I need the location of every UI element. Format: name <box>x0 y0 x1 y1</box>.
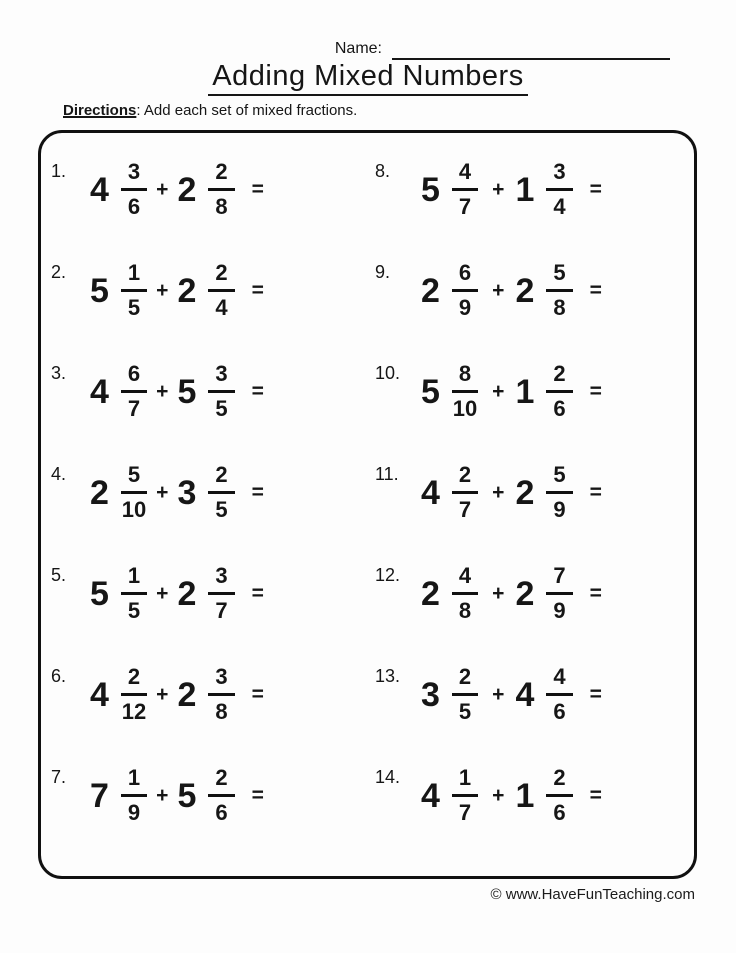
directions-text: : Add each set of mixed fractions. <box>136 102 358 119</box>
equals-sign: = <box>251 581 264 605</box>
fraction-2-denominator: 4 <box>215 295 228 321</box>
fraction-2-numerator: 2 <box>208 261 234 292</box>
plus-sign: + <box>492 480 505 504</box>
fraction-2 <box>208 766 234 825</box>
fraction-1-denominator: 5 <box>127 295 141 321</box>
name-label: Name: <box>334 40 382 57</box>
name-blank-line <box>392 41 670 60</box>
plus-sign: + <box>492 581 505 605</box>
equation <box>90 160 294 219</box>
page-title: Adding Mixed Numbers <box>208 60 527 96</box>
equals-sign: = <box>589 379 602 403</box>
fraction-2-numerator: 5 <box>546 463 572 494</box>
whole-number-1: 4 <box>90 372 109 411</box>
whole-number-2: 5 <box>177 372 197 411</box>
fraction-1-numerator: 6 <box>452 261 478 292</box>
equals-sign: = <box>589 278 602 302</box>
problem-row <box>375 564 694 665</box>
whole-number-2: 2 <box>515 473 535 512</box>
equation <box>90 766 294 825</box>
problem-number: 3. <box>51 363 67 383</box>
fraction-2-numerator: 3 <box>208 362 234 393</box>
whole-number-1: 5 <box>421 372 440 411</box>
problems-column-right <box>371 133 694 876</box>
fraction-1 <box>452 463 478 522</box>
fraction-1-denominator: 7 <box>458 194 472 220</box>
fraction-2-numerator: 2 <box>208 160 234 191</box>
fraction-2-numerator: 2 <box>208 766 234 797</box>
fraction-2-denominator: 8 <box>215 699 228 725</box>
whole-number-2: 2 <box>515 271 535 310</box>
fraction-2-denominator: 6 <box>553 800 566 826</box>
fraction-1 <box>121 564 147 623</box>
fraction-1-denominator: 10 <box>452 396 478 422</box>
fraction-2-numerator: 5 <box>546 261 572 292</box>
whole-number-2: 1 <box>515 170 535 209</box>
fraction-1 <box>452 766 478 825</box>
problem-number: 2. <box>51 262 67 282</box>
problem-row <box>51 362 371 463</box>
equals-sign: = <box>251 783 264 807</box>
fraction-1-denominator: 7 <box>127 396 141 422</box>
fraction-2-denominator: 7 <box>215 598 228 624</box>
problem-number: 13. <box>375 666 401 686</box>
fraction-1 <box>452 564 478 623</box>
problem-row <box>375 362 694 463</box>
whole-number-1: 5 <box>90 271 109 310</box>
fraction-1-numerator: 8 <box>452 362 478 393</box>
plus-sign: + <box>492 682 505 706</box>
fraction-1 <box>452 665 478 724</box>
answer-space <box>602 473 632 513</box>
whole-number-2: 2 <box>177 574 197 613</box>
fraction-1-numerator: 2 <box>452 665 478 696</box>
problem-row <box>375 665 694 766</box>
answer-space <box>602 271 632 311</box>
fraction-1 <box>452 261 478 320</box>
fraction-1-numerator: 3 <box>121 160 147 191</box>
problem-row <box>51 463 371 564</box>
whole-number-2: 2 <box>177 675 197 714</box>
fraction-2 <box>208 463 234 522</box>
fraction-2-denominator: 8 <box>215 194 228 220</box>
fraction-2-numerator: 4 <box>546 665 572 696</box>
whole-number-2: 1 <box>515 776 535 815</box>
fraction-1-denominator: 12 <box>121 699 147 725</box>
whole-number-2: 5 <box>177 776 197 815</box>
whole-number-1: 2 <box>421 271 440 310</box>
equals-sign: = <box>589 177 602 201</box>
equals-sign: = <box>251 682 264 706</box>
equation <box>421 362 632 421</box>
fraction-1-denominator: 6 <box>127 194 141 220</box>
fraction-1-numerator: 1 <box>121 766 147 797</box>
fraction-1-denominator: 8 <box>458 598 472 624</box>
fraction-2-denominator: 9 <box>553 598 566 624</box>
fraction-1-denominator: 7 <box>458 497 472 523</box>
equals-sign: = <box>251 177 264 201</box>
whole-number-1: 7 <box>90 776 109 815</box>
answer-space <box>602 574 632 614</box>
equals-sign: = <box>251 379 264 403</box>
plus-sign: + <box>156 480 169 504</box>
fraction-2-numerator: 7 <box>546 564 572 595</box>
whole-number-1: 3 <box>421 675 440 714</box>
equation <box>421 160 632 219</box>
fraction-2-numerator: 3 <box>208 564 234 595</box>
fraction-1-numerator: 4 <box>452 564 478 595</box>
plus-sign: + <box>156 682 169 706</box>
answer-space <box>264 170 294 210</box>
fraction-2 <box>546 362 572 421</box>
problem-number: 10. <box>375 363 401 383</box>
problem-row <box>375 463 694 564</box>
whole-number-2: 4 <box>515 675 535 714</box>
fraction-2-denominator: 4 <box>553 194 566 220</box>
fraction-1-numerator: 1 <box>121 261 147 292</box>
plus-sign: + <box>492 379 505 403</box>
fraction-1-numerator: 5 <box>121 463 147 494</box>
name-row <box>0 40 670 60</box>
fraction-1-numerator: 4 <box>452 160 478 191</box>
fraction-1-numerator: 1 <box>452 766 478 797</box>
problem-number: 9. <box>375 262 391 282</box>
problem-row <box>375 766 694 867</box>
fraction-1 <box>121 665 147 724</box>
plus-sign: + <box>156 581 169 605</box>
fraction-2-numerator: 2 <box>546 766 572 797</box>
problems-container <box>38 130 697 879</box>
plus-sign: + <box>492 177 505 201</box>
equals-sign: = <box>589 783 602 807</box>
fraction-1 <box>121 261 147 320</box>
equation <box>90 261 294 320</box>
whole-number-1: 5 <box>421 170 440 209</box>
fraction-2-denominator: 5 <box>215 497 228 523</box>
fraction-1-denominator: 9 <box>127 800 141 826</box>
fraction-2 <box>546 463 572 522</box>
problem-number: 7. <box>51 767 67 787</box>
equals-sign: = <box>589 581 602 605</box>
whole-number-2: 2 <box>177 271 197 310</box>
fraction-1 <box>121 463 147 522</box>
problem-number: 6. <box>51 666 67 686</box>
whole-number-1: 5 <box>90 574 109 613</box>
equation <box>421 463 632 522</box>
fraction-1-denominator: 5 <box>127 598 141 624</box>
answer-space <box>602 776 632 816</box>
fraction-2-numerator: 2 <box>546 362 572 393</box>
fraction-1-numerator: 2 <box>452 463 478 494</box>
plus-sign: + <box>156 177 169 201</box>
fraction-1-denominator: 7 <box>458 800 472 826</box>
fraction-2-numerator: 3 <box>208 665 234 696</box>
problem-number: 4. <box>51 464 67 484</box>
equation <box>90 362 294 421</box>
plus-sign: + <box>156 783 169 807</box>
fraction-1-denominator: 10 <box>121 497 147 523</box>
fraction-2-numerator: 3 <box>546 160 572 191</box>
fraction-2 <box>208 362 234 421</box>
problem-row <box>51 564 371 665</box>
problem-row <box>51 766 371 867</box>
equation <box>421 766 632 825</box>
answer-space <box>264 271 294 311</box>
fraction-2 <box>546 261 572 320</box>
problem-row <box>51 261 371 362</box>
whole-number-1: 4 <box>90 675 109 714</box>
directions <box>63 102 357 119</box>
whole-number-1: 4 <box>90 170 109 209</box>
answer-space <box>264 675 294 715</box>
whole-number-1: 4 <box>421 776 440 815</box>
fraction-2 <box>546 766 572 825</box>
answer-space <box>264 473 294 513</box>
copyright-text: © www.HaveFunTeaching.com <box>490 886 695 903</box>
fraction-2 <box>208 160 234 219</box>
problem-number: 11. <box>375 464 399 484</box>
fraction-2-denominator: 6 <box>553 699 566 725</box>
answer-space <box>602 372 632 412</box>
fraction-2 <box>208 665 234 724</box>
answer-space <box>602 675 632 715</box>
problem-number: 12. <box>375 565 401 585</box>
equals-sign: = <box>251 278 264 302</box>
problem-row <box>375 261 694 362</box>
fraction-1 <box>452 160 478 219</box>
fraction-1-denominator: 9 <box>458 295 472 321</box>
equation <box>421 564 632 623</box>
problem-number: 5. <box>51 565 67 585</box>
whole-number-1: 2 <box>421 574 440 613</box>
answer-space <box>264 776 294 816</box>
equation <box>421 261 632 320</box>
whole-number-1: 2 <box>90 473 109 512</box>
title-wrap <box>0 60 736 96</box>
problem-number: 14. <box>375 767 401 787</box>
answer-space <box>264 372 294 412</box>
fraction-2-denominator: 5 <box>215 396 228 422</box>
whole-number-2: 2 <box>177 170 197 209</box>
answer-space <box>602 170 632 210</box>
equals-sign: = <box>251 480 264 504</box>
equals-sign: = <box>589 480 602 504</box>
equation <box>90 564 294 623</box>
whole-number-2: 3 <box>177 473 197 512</box>
problem-number: 1. <box>51 161 67 181</box>
fraction-2 <box>546 160 572 219</box>
equation <box>421 665 632 724</box>
whole-number-2: 1 <box>515 372 535 411</box>
fraction-2 <box>208 261 234 320</box>
problem-row <box>51 160 371 261</box>
problem-number: 8. <box>375 161 391 181</box>
fraction-1 <box>452 362 478 421</box>
problem-row <box>51 665 371 766</box>
fraction-1 <box>121 362 147 421</box>
fraction-2-denominator: 6 <box>215 800 228 826</box>
fraction-2 <box>546 564 572 623</box>
problem-row <box>375 160 694 261</box>
problems-column-left <box>41 133 371 876</box>
plus-sign: + <box>492 783 505 807</box>
fraction-1-numerator: 1 <box>121 564 147 595</box>
whole-number-2: 2 <box>515 574 535 613</box>
equation <box>90 463 294 522</box>
plus-sign: + <box>156 278 169 302</box>
equation <box>90 665 294 724</box>
fraction-1 <box>121 160 147 219</box>
fraction-2-denominator: 6 <box>553 396 566 422</box>
fraction-1-denominator: 5 <box>458 699 472 725</box>
answer-space <box>264 574 294 614</box>
plus-sign: + <box>492 278 505 302</box>
fraction-2-denominator: 9 <box>553 497 566 523</box>
fraction-2 <box>546 665 572 724</box>
fraction-1-numerator: 6 <box>121 362 147 393</box>
plus-sign: + <box>156 379 169 403</box>
directions-label: Directions <box>63 102 137 119</box>
fraction-1 <box>121 766 147 825</box>
whole-number-1: 4 <box>421 473 440 512</box>
fraction-1-numerator: 2 <box>121 665 147 696</box>
fraction-2-numerator: 2 <box>208 463 234 494</box>
fraction-2-denominator: 8 <box>553 295 566 321</box>
equals-sign: = <box>589 682 602 706</box>
fraction-2 <box>208 564 234 623</box>
